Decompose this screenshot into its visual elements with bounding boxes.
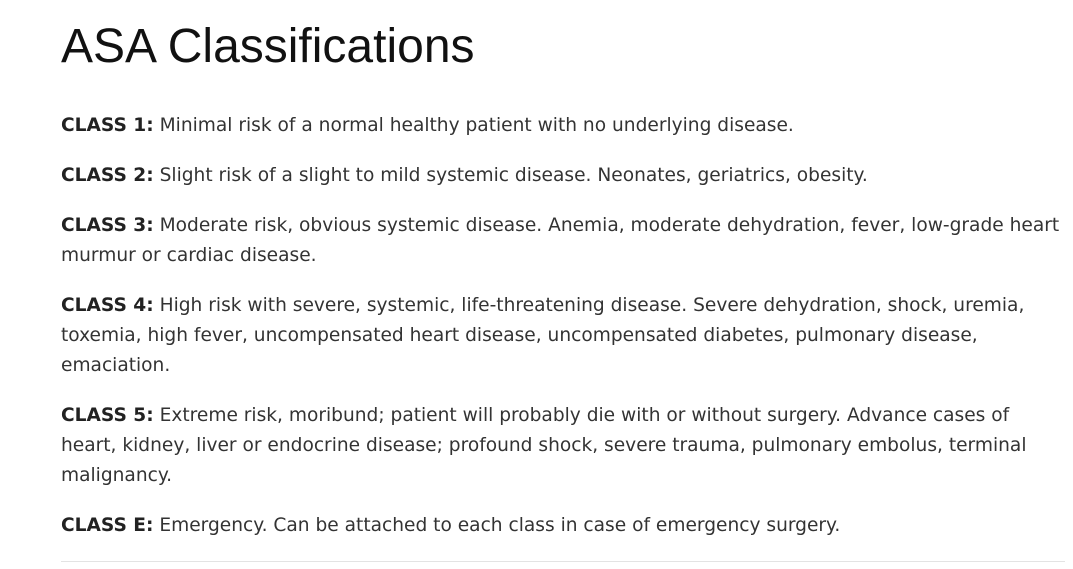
- class-label: CLASS 3:: [61, 215, 154, 236]
- class-label: CLASS 5:: [61, 405, 154, 426]
- class-description: High risk with severe, systemic, life-threatening disease. Severe dehydration, shock, uremia, toxemia, high fever, uncompensated heart disease, uncompensated diabetes, pulmonary disease, emaciation.: [61, 295, 1025, 376]
- class-item-emergency: [61, 511, 1065, 541]
- class-description: Slight risk of a slight to mild systemic disease. Neonates, geriatrics, obesity.: [159, 165, 868, 186]
- class-item-1: [61, 111, 1065, 141]
- class-label: CLASS 1:: [61, 115, 154, 136]
- class-label: CLASS E:: [61, 515, 154, 536]
- class-item-2: [61, 161, 1065, 191]
- class-description: Extreme risk, moribund; patient will probably die with or without surgery. Advance cases of heart, kidney, liver or endocrine disease; profound shock, severe trauma, pulmonary embolus, terminal malignancy.: [61, 405, 1027, 486]
- divider: [61, 561, 1065, 562]
- page-title: ASA Classifications: [61, 20, 475, 73]
- classification-list: [61, 111, 1065, 561]
- class-item-5: [61, 401, 1065, 491]
- class-item-4: [61, 291, 1065, 381]
- class-description: Moderate risk, obvious systemic disease. Anemia, moderate dehydration, fever, low-grade heart murmur or cardiac disease.: [61, 215, 1060, 266]
- class-item-3: [61, 211, 1065, 271]
- class-label: CLASS 4:: [61, 295, 154, 316]
- class-label: CLASS 2:: [61, 165, 154, 186]
- class-description: Minimal risk of a normal healthy patient with no underlying disease.: [159, 115, 794, 136]
- class-description: Emergency. Can be attached to each class in case of emergency surgery.: [159, 515, 841, 536]
